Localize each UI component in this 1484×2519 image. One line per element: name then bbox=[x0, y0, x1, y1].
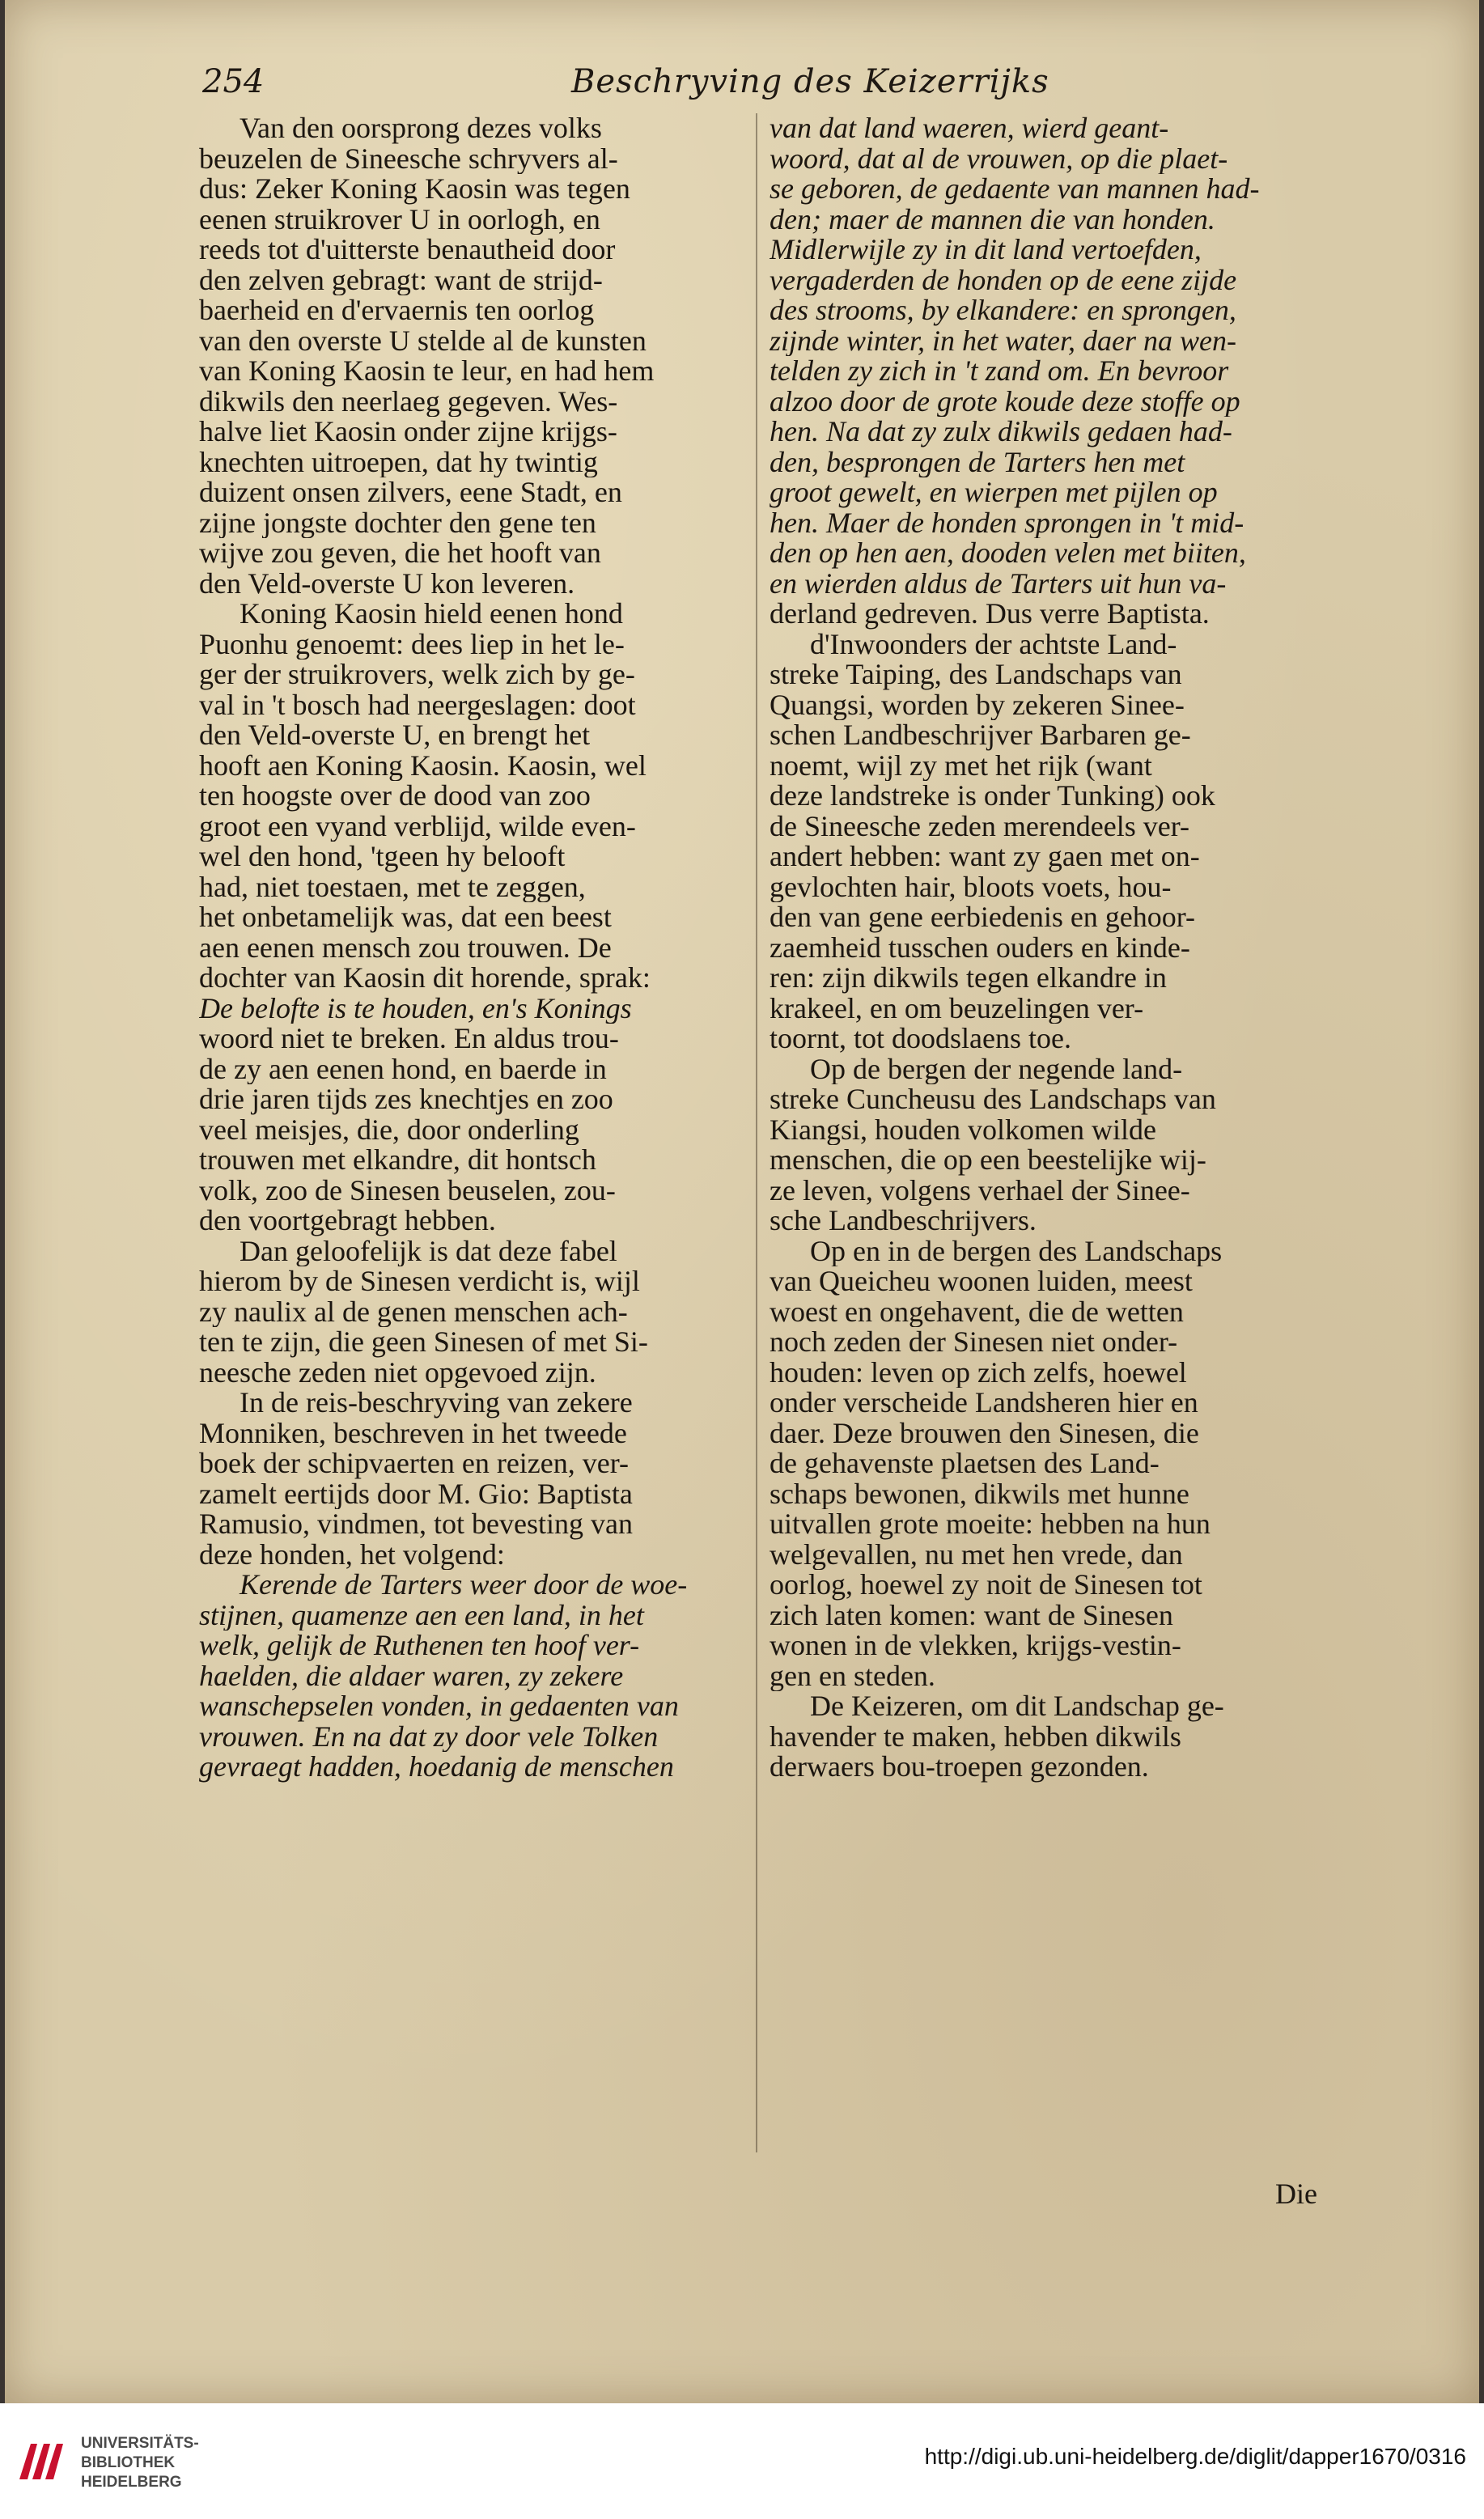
text-line: van den overste U stelde al de kunsten bbox=[199, 325, 647, 356]
text-line: uitvallen grote moeite: hebben na hun bbox=[770, 1509, 1211, 1540]
text-line: woest en ongehavent, die de wetten bbox=[770, 1296, 1184, 1327]
text-line: van Koning Kaosin te leur, en had hem bbox=[199, 356, 655, 387]
text-line: en wierden aldus de Tarters uit hun va- bbox=[770, 568, 1227, 599]
text-line: gen en steden. bbox=[770, 1660, 935, 1691]
text-line: dus: Zeker Koning Kaosin was tegen bbox=[199, 174, 630, 205]
right-column bbox=[770, 113, 1320, 1783]
text-line: zaemheid tusschen ouders en kinde- bbox=[770, 932, 1190, 963]
text-line: Quangsi, worden by zekeren Sinee- bbox=[770, 689, 1185, 720]
text-line: derland gedreven. Dus verre Baptista. bbox=[770, 599, 1210, 630]
text-line: den op hen aen, dooden velen met biiten, bbox=[770, 538, 1246, 569]
text-line: den Veld-overste U kon leveren. bbox=[199, 568, 575, 599]
text-line: van dat land waeren, wierd geant- bbox=[770, 113, 1169, 144]
text-line: Monniken, beschreven in het tweede bbox=[199, 1418, 627, 1448]
text-line: neesche zeden niet opgevoed zijn. bbox=[199, 1357, 596, 1388]
text-line: krakeel, en om beuzelingen ver- bbox=[770, 993, 1144, 1024]
text-line: gevraegt hadden, hoedanig de menschen bbox=[199, 1752, 674, 1783]
text-line: de Sineesche zeden merendeels ver- bbox=[770, 811, 1190, 842]
text-line: volk, zoo de Sinesen beuselen, zou- bbox=[199, 1175, 616, 1206]
text-line: boek der schipvaerten en reizen, ver- bbox=[199, 1448, 629, 1479]
text-line: groot een vyand verblijd, wilde even- bbox=[199, 811, 636, 842]
text-line: Puonhu genoemt: dees liep in het le- bbox=[199, 629, 625, 659]
text-line: halve liet Kaosin onder zijne krijgs- bbox=[199, 417, 617, 447]
text-line: zijne jongste dochter den gene ten bbox=[199, 507, 596, 538]
text-line: de gehavenste plaetsen des Land- bbox=[770, 1448, 1160, 1479]
text-line: Van den oorsprong dezes volks bbox=[240, 113, 602, 144]
text-line: Midlerwijle zy in dit land vertoefden, bbox=[770, 235, 1202, 265]
text-line: vrouwen. En na dat zy door vele Tolken bbox=[199, 1721, 659, 1752]
text-line: zijnde winter, in het water, daer na wen- bbox=[770, 325, 1236, 356]
page-scan bbox=[5, 0, 1479, 2403]
text-line: van Queicheu woonen luiden, meest bbox=[770, 1266, 1193, 1297]
text-line: alzoo door de grote koude deze stoffe op bbox=[770, 386, 1240, 417]
source-url-link[interactable]: http://digi.ub.uni-heidelberg.de/diglit/dapper1670/0316 bbox=[924, 2444, 1466, 2469]
text-line: hooft aen Koning Kaosin. Kaosin, wel bbox=[199, 750, 647, 781]
text-line: haelden, die aldaer waren, zy zekere bbox=[199, 1660, 624, 1691]
text-line: trouwen met elkandre, dit hontsch bbox=[199, 1145, 596, 1176]
text-line: had, niet toestaen, met te zeggen, bbox=[199, 871, 586, 902]
text-line: ten te zijn, die geen Sinesen of met Si- bbox=[199, 1327, 648, 1358]
text-line: de zy aen eenen hond, en baerde in bbox=[199, 1054, 607, 1084]
text-line: duizent onsen zilvers, eene Stadt, en bbox=[199, 477, 622, 508]
text-line: ren: zijn dikwils tegen elkandre in bbox=[770, 963, 1167, 994]
text-line: houden: leven op zich zelfs, hoewel bbox=[770, 1357, 1187, 1388]
text-line: deze honden, het volgend: bbox=[199, 1539, 505, 1570]
text-line: wonen in de vlekken, krijgs-vestin- bbox=[770, 1631, 1181, 1661]
text-line: oorlog, hoewel zy noit de Sinesen tot bbox=[770, 1570, 1202, 1601]
page-number: 254 bbox=[202, 63, 265, 100]
text-line: den van gene eerbiedenis en gehoor- bbox=[770, 902, 1196, 933]
text-line: den; maer de mannen die van honden. bbox=[770, 204, 1215, 235]
text-line: veel meisjes, die, door onderling bbox=[199, 1114, 579, 1145]
text-line: welgevallen, nu met hen vrede, dan bbox=[770, 1539, 1183, 1570]
text-line: d'Inwoonders der achtste Land- bbox=[810, 629, 1177, 659]
text-line: den zelven gebragt: want de strijd- bbox=[199, 265, 603, 295]
text-line: dochter van Kaosin dit horende, sprak: bbox=[199, 963, 651, 994]
text-line: Dan geloofelijk is dat deze fabel bbox=[240, 1236, 617, 1266]
text-line: noemt, wijl zy met het rijk (want bbox=[770, 750, 1152, 781]
text-line: havender te maken, hebben dikwils bbox=[770, 1721, 1181, 1752]
text-line: beuzelen de Sineesche schryvers al- bbox=[199, 143, 618, 174]
text-line: Kiangsi, houden volkomen wilde bbox=[770, 1114, 1156, 1145]
text-line: des strooms, by elkandere: en sprongen, bbox=[770, 295, 1236, 326]
text-line: welk, gelijk de Ruthenen ten hoof ver- bbox=[199, 1631, 640, 1661]
catchword: Die bbox=[1275, 2178, 1317, 2210]
library-name-line: UNIVERSITÄTS- bbox=[81, 2435, 199, 2452]
text-line: groot gewelt, en wierpen met pijlen op bbox=[770, 477, 1218, 508]
left-column bbox=[199, 113, 749, 1783]
page-header bbox=[5, 57, 1479, 105]
text-line: val in 't bosch had neergeslagen: doot bbox=[199, 689, 636, 720]
text-line: stijnen, quamenze aen een land, in het bbox=[199, 1600, 644, 1631]
running-head: Beschryving des Keizerrijks bbox=[571, 63, 1049, 100]
text-line: menschen, die op een beestelijke wij- bbox=[770, 1145, 1206, 1176]
text-line: reeds tot d'uitterste benautheid door bbox=[199, 235, 616, 265]
text-line: schaps bewonen, dikwils met hunne bbox=[770, 1478, 1189, 1509]
column-divider bbox=[756, 113, 757, 2152]
text-line: daer. Deze brouwen den Sinesen, die bbox=[770, 1418, 1199, 1448]
text-line: schen Landbeschrijver Barbaren ge- bbox=[770, 720, 1191, 751]
text-line: In de reis-beschryving van zekere bbox=[240, 1388, 633, 1419]
text-line: streke Taiping, des Landschaps van bbox=[770, 659, 1182, 690]
text-line: andert hebben: want zy gaen met on- bbox=[770, 842, 1200, 872]
text-line: wijve zou geven, die het hooft van bbox=[199, 538, 601, 569]
text-line: ger der struikrovers, welk zich by ge- bbox=[199, 659, 635, 690]
text-line: gevlochten hair, bloots voets, hou- bbox=[770, 871, 1172, 902]
text-line: zich laten komen: want de Sinesen bbox=[770, 1600, 1173, 1631]
text-line: deze landstreke is onder Tunking) ook bbox=[770, 781, 1215, 812]
library-name-line: HEIDELBERG bbox=[81, 2474, 182, 2491]
text-line: vergaderden de honden op de eene zijde bbox=[770, 265, 1237, 295]
text-line: den, besprongen de Tarters hen met bbox=[770, 447, 1185, 477]
text-line: woord, dat al de vrouwen, op die plaet- bbox=[770, 143, 1228, 174]
text-line: hierom by de Sinesen verdicht is, wijl bbox=[199, 1266, 640, 1297]
text-line: streke Cuncheusu des Landschaps van bbox=[770, 1084, 1216, 1115]
text-line: Op de bergen der negende land- bbox=[810, 1054, 1183, 1084]
text-line: De belofte is te houden, en's Konings bbox=[199, 993, 632, 1024]
text-line: toornt, tot doodslaens toe. bbox=[770, 1024, 1071, 1054]
text-line: se geboren, de gedaente van mannen had- bbox=[770, 174, 1260, 205]
text-line: dikwils den neerlaeg gegeven. Wes- bbox=[199, 386, 618, 417]
text-line: aen eenen mensch zou trouwen. De bbox=[199, 932, 612, 963]
text-line: den Veld-overste U, en brengt het bbox=[199, 720, 591, 751]
text-line: Ramusio, vindmen, tot bevesting van bbox=[199, 1509, 633, 1540]
text-line: derwaers bou-troepen gezonden. bbox=[770, 1752, 1149, 1783]
library-name-line: BIBLIOTHEK bbox=[81, 2454, 176, 2471]
text-line: woord niet te breken. En aldus trou- bbox=[199, 1024, 619, 1054]
text-line: wel den hond, 'tgeen hy belooft bbox=[199, 842, 566, 872]
text-line: het onbetamelijk was, dat een beest bbox=[199, 902, 612, 933]
text-line: eenen struikrover U in oorlogh, en bbox=[199, 204, 600, 235]
text-line: telden zy zich in 't zand om. En bevroor bbox=[770, 356, 1229, 387]
text-line: den voortgebragt hebben. bbox=[199, 1206, 496, 1236]
text-line: Koning Kaosin hield eenen hond bbox=[240, 599, 623, 630]
footer-bar bbox=[0, 2403, 1484, 2519]
library-name bbox=[81, 2434, 199, 2492]
text-line: hen. Na dat zy zulx dikwils gedaen had- bbox=[770, 417, 1232, 447]
text-line: sche Landbeschrijvers. bbox=[770, 1206, 1037, 1236]
text-line: Op en in de bergen des Landschaps bbox=[810, 1236, 1223, 1266]
library-logo-icon bbox=[15, 2436, 66, 2487]
text-line: onder verscheide Landsheren hier en bbox=[770, 1388, 1198, 1419]
text-line: De Keizeren, om dit Landschap ge- bbox=[810, 1691, 1224, 1722]
text-line: drie jaren tijds zes knechtjes en zoo bbox=[199, 1084, 613, 1115]
text-line: knechten uitroepen, dat hy twintig bbox=[199, 447, 598, 477]
text-line: Kerende de Tarters weer door de woe- bbox=[240, 1570, 688, 1601]
text-line: zamelt eertijds door M. Gio: Baptista bbox=[199, 1478, 633, 1509]
text-line: zy naulix al de genen menschen ach- bbox=[199, 1296, 628, 1327]
text-line: baerheid en d'ervaernis ten oorlog bbox=[199, 295, 595, 326]
text-line: ze leven, volgens verhael der Sinee- bbox=[770, 1175, 1190, 1206]
text-line: ten hoogste over de dood van zoo bbox=[199, 781, 591, 812]
text-line: noch zeden der Sinesen niet onder- bbox=[770, 1327, 1178, 1358]
text-line: wanschepselen vonden, in gedaenten van bbox=[199, 1691, 679, 1722]
text-line: hen. Maer de honden sprongen in 't mid- bbox=[770, 507, 1244, 538]
